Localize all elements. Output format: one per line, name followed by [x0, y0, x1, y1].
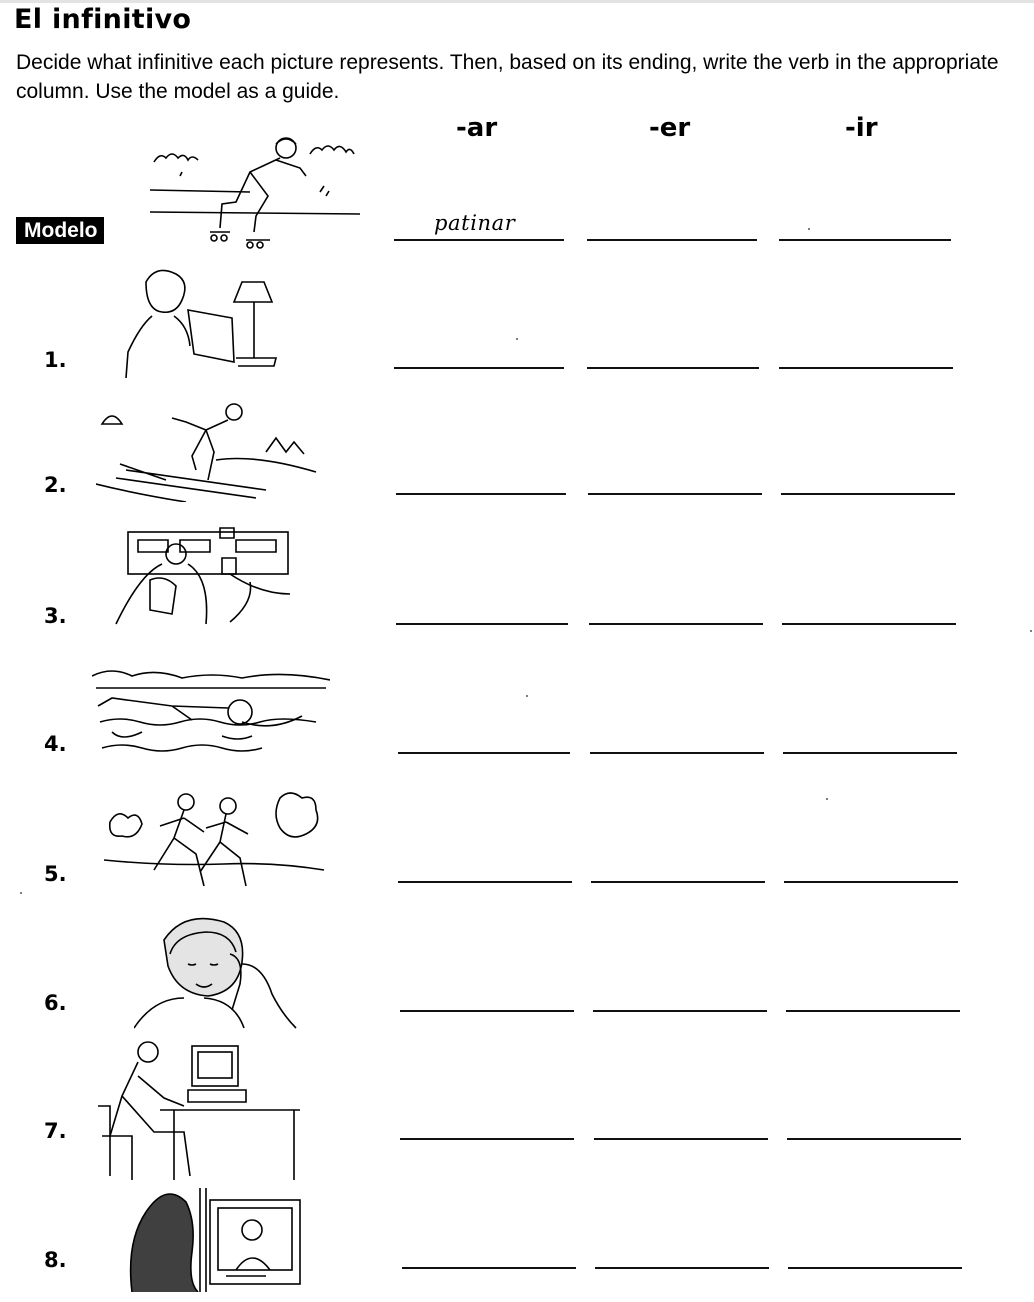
worksheet-title: El infinitivo: [14, 4, 192, 35]
item-5-line-ar: [398, 881, 572, 883]
item-1-line-er: [587, 367, 759, 369]
scan-speck: [20, 892, 22, 894]
item-5-line-ir: [784, 881, 958, 883]
roller-skater-illustration: [150, 132, 360, 250]
column-header-er: -er: [649, 113, 691, 143]
item-7-line-er: [594, 1138, 768, 1140]
model-label: Modelo: [16, 217, 104, 244]
column-header-ir: -ir: [845, 113, 878, 143]
item-1-line-ir: [779, 367, 953, 369]
item-1-line-ar: [394, 367, 564, 369]
item-7-line-ar: [400, 1138, 574, 1140]
person-at-computer-illustration: [94, 1036, 304, 1184]
item-3-line-ar: [396, 623, 568, 625]
person-on-phone-illustration: [134, 914, 298, 1030]
item-4-number: 4.: [44, 732, 67, 756]
scan-speck: [1030, 630, 1032, 632]
item-2-line-ir: [781, 493, 955, 495]
item-8-number: 8.: [44, 1248, 67, 1272]
item-4-line-ir: [783, 752, 957, 754]
item-6-line-er: [593, 1010, 767, 1012]
item-1-number: 1.: [44, 348, 67, 372]
item-4-line-ar: [398, 752, 570, 754]
person-reading-illustration: [124, 262, 284, 380]
scan-speck: [826, 798, 828, 800]
student-walking-to-school-illustration: [110, 524, 292, 632]
scan-speck: [808, 228, 810, 230]
item-2-number: 2.: [44, 473, 67, 497]
item-3-number: 3.: [44, 604, 67, 628]
item-8-line-er: [595, 1267, 769, 1269]
runners-illustration: [104, 788, 326, 892]
item-7-number: 7.: [44, 1119, 67, 1143]
item-3-line-ir: [782, 623, 956, 625]
scan-speck: [516, 338, 518, 340]
item-4-line-er: [590, 752, 764, 754]
item-6-line-ar: [400, 1010, 574, 1012]
model-line-ir: [779, 239, 951, 241]
item-6-line-ir: [786, 1010, 960, 1012]
swimmer-illustration: [92, 662, 330, 762]
person-watching-tv-illustration: [126, 1184, 302, 1292]
model-line-ar: [394, 239, 564, 241]
skier-illustration: [96, 400, 318, 502]
item-7-line-ir: [787, 1138, 961, 1140]
item-6-number: 6.: [44, 991, 67, 1015]
item-8-line-ir: [788, 1267, 962, 1269]
column-header-ar: -ar: [456, 113, 498, 143]
item-8-line-ar: [402, 1267, 576, 1269]
model-line-er: [587, 239, 757, 241]
model-answer: patinar: [434, 211, 516, 235]
instructions-text: Decide what infinitive each picture represents. Then, based on its ending, write the verb in the appropriate column. Use the model as a guide.: [16, 51, 999, 103]
item-5-number: 5.: [44, 862, 67, 886]
item-2-line-ar: [396, 493, 566, 495]
item-5-line-er: [591, 881, 765, 883]
item-3-line-er: [589, 623, 763, 625]
scan-speck: [526, 695, 528, 697]
top-rule: [0, 0, 1034, 3]
item-2-line-er: [588, 493, 762, 495]
